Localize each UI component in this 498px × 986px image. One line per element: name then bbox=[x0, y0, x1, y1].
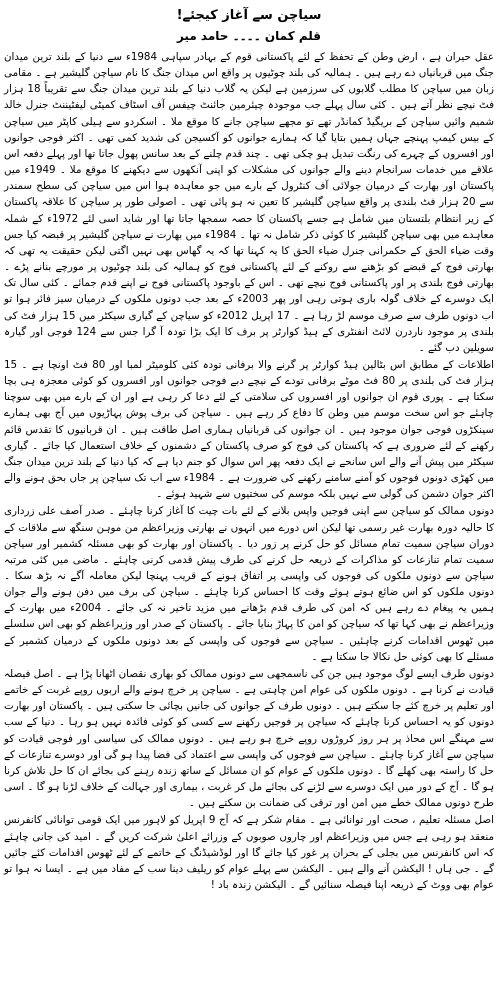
article-byline: قلم کمان ۔۔۔۔ حامد میر bbox=[176, 29, 322, 43]
article-headline: سیاچن سے آغاز کیجئے! bbox=[176, 8, 322, 23]
paragraph-5: اصل مسئلہ تعلیم ، صحت اور توانائی ہے ۔ مقام شکر ہے کہ آج 9 اپریل کو لاہور میں ایک قومی توانائی کانفرنس منعقد ہو رہی ہے جس میں وزیراعظم اور چاروں صوبوں کے وزرائے اعلیٰ شرکت کریں گے ۔ امید کی جانی چاہئے کہ اس کانفرنس میں بجلی کے بحران پر غور کیا جائے گا اور لوڈشیڈنگ کے خاتمے کے لئے ٹھوس اقدامات کئے جائیں گے ۔ جی ہاں ! الیکشن آنے والے ہیں ۔ الیکشن سے پہلے عوام کو ریلیف دینا سب کے مفاد میں ہے ۔ ایسا نہ ہوا تو عوام بھی ووٹ کے ذریعہ اپنا فیصلہ سنائیں گے ۔ الیکشن زندہ باد ! bbox=[4, 814, 494, 891]
paragraph-3: دونوں ممالک کو سیاچن سے اپنی فوجیں واپس بلانے کے لئے بات چیت کا آغاز کرنا چاہئے ۔ صدر آصف علی زرداری کا حالیہ دورہ بھارت غیر رسمی تھا لیکن اس دورے میں انہوں نے بھارتی وزیراعظم من موہن سنگھ سے ملاقات کے دوران سیاچن سمیت تمام مسائل کو حل کرنے پر زور دیا ۔ پاکستان اور بھارت کو بھی مسئلہ کشمیر اور سیاچن سمیت تمام تنازعات کو مذاکرات کے ذریعہ حل کرنے کی طرف پیش قدمی کرنی چاہئے ۔ ماضی میں کئی مرتبہ سیاچن سے دونوں ملکوں کی فوجوں کی واپسی پر اتفاق ہونے کے قریب پہنچا لیکن معاملہ آگے نہ بڑھ سکا ۔ دونوں ملکوں کو اس ضائع ہوتے ہوئے وقت کا احساس کرنا چاہئے ۔ سیاچن کی برف میں دفن ہونے والے جوان ہمیں یہ پیغام دے رہے ہیں کہ امن کی طرف قدم بڑھانے میں مزید تاخیر نہ کی جائے ۔ 2004ء میں بھارت کے وزیراعظم نے بھی کہا تھا کہ سیاچن کو امن کا پہاڑ بنایا جائے ۔ پاکستان کے صدر اور وزیراعظم کو بھی اس سلسلے میں ٹھوس اقدامات کرنے چاہئیں ۔ سیاچن سے فوجوں کی واپسی کے بعد دونوں ملکوں کے درمیان کشمیر کے مسئلے کا بھی کوئی حل نکالا جا سکتا ہے ۔ bbox=[4, 505, 494, 663]
paragraph-1: عقل حیران ہے ، ارض وطن کے تحفظ کے لئے پاکستانی قوم کے بہادر سپاہی 1984ء سے دنیا کے بلند ترین میدان جنگ میں قربانیاں دے رہے ہیں ۔ ہمالیہ کی بلند چوٹیوں پر واقع اس میدان جنگ کا نام سیاچن گلیشیر ہے ۔ مقامی زبان میں سیاچن کا مطلب گلابوں کی سرزمین ہے لیکن یہ گلاب دنیا کے بلند ترین میدان جنگ سے تقریباً 18 ہزار فٹ نیچے نظر آتے ہیں ۔ کئی سال پہلے جب موجودہ چیئرمین جائنٹ چیفس آف اسٹاف کمیٹی لیفٹیننٹ جنرل خالد شمیم وائیں سیاچن کے بریگیڈ کمانڈر تھے تو مجھے سیاچن جانے کا موقع ملا ۔ اسکردو سے ہیلی کاپٹر میں سیاچن کے بیس کیمپ پہنچے جہاں ہمیں بتایا گیا کہ ہمارے جوانوں کو آکسیجن کی شدید کمی تھی ۔ اکثر فوجی جوانوں اور افسروں کے چہرے کی رنگت تبدیل ہو چکی تھی ۔ چند قدم چلنے کے بعد سانس پھول جاتا تھا اور پہلے دفعہ اس علاقے میں خدمات سرانجام دینے والے جوانوں کی مشکلات کو اپنی آنکھوں سے دیکھنے کا موقع ملا ۔ 1949ء میں پاکستان اور بھارت کے درمیان جولائی آف کنٹرول کے بارے میں جو معاہدہ ہوا اس میں سیاچن کی سطح سمندر سے 20 ہزار فٹ بلندی پر واقع سیاچن گلیشیر کا تعین نہ ہو پائی تھی ۔ اصولی طور پر سیاچن کا علاقہ پاکستان کے زیر انتظام بلتستان میں شامل ہے جسے پاکستان کا حصہ سمجھا جاتا تھا اور شاید اسی لئے 1972ء کے شملہ معاہدے میں بھی سیاچن گلیشیر کا کوئی ذکر شامل نہ تھا ۔ 1984ء میں بھارت نے سیاچن گلیشیر پر قبضہ کیا جس وقت ضیاء الحق کے حکمرانی جنرل ضیاء الحق کا یہ کہنا تھا کہ یہ گھاس بھی نہیں اگتی لیکن حقیقت یہ تھی کہ بھارتی فوج کے قبضے کو بڑھنے سے روکنے کے لئے پاکستانی فوج کو ہمالیہ کی بلند چوٹیوں پر مورچے بنانے پڑے ۔ بھارتی فوج بلندی پر اور پاکستانی فوج نیچے تھی ۔ اس کے باوجود پاکستانی فوج نے اپنے قدم جمائے ۔ کئی سال تک ایک دوسرے کے خلاف گولہ باری ہوتی رہی اور پھر 2003ء کے بعد جب دونوں ملکوں کے درمیان سیز فائر ہوا تو اب دونوں طرف سے صرف موسم لڑ رہا ہے ۔ 17 اپریل 2012ء کو سیاچن کے گیاری سیکٹر میں 15 ہزار فٹ کی بلندی پر موجود ناردرن لائٹ انفنٹری کے ہیڈ کوارٹر پر برف کا ایک بڑا تودہ آ گرا جس سے 124 فوجی اور گیارہ سویلین دب گئے ۔ bbox=[4, 51, 495, 354]
article bbox=[4, 4, 494, 982]
paragraph-2: اطلاعات کے مطابق اس بٹالین ہیڈ کوارٹر پر گرنے والا برفانی تودہ کئی کلومیٹر لمبا اور 80 فٹ اونچا ہے ۔ 15 ہزار فٹ کی بلندی پر 80 فٹ موٹے برفانی تودے کے نیچے دبے فوجی جوانوں اور افسروں کو کوئی معجزہ ہی بچا سکتا ہے ۔ پوری قوم ان جوانوں اور افسروں کی سلامتی کے لئے دعا کر رہی ہے اور ان کے بارے میں بھی سوچنا چاہئے جو اس سخت موسم میں وطن کا دفاع کر رہے ہیں ۔ سیاچن کی برف پوش پہاڑیوں میں آج بھی ہمارے سینکڑوں فوجی جوان موجود ہیں ۔ ان جوانوں کی قربانیاں ہماری اصل طاقت ہیں ۔ ان قربانیوں کا تقدس قائم رکھنے کے لئے ضروری ہے کہ پاکستان کی فوج کو صرف پاکستان کے دشمنوں کے خلاف استعمال کیا جائے ۔ گیاری سیکٹر میں پیش آنے والے اس سانحے نے ایک دفعہ پھر اس سوال کو جنم دیا ہے کہ کیا دنیا کے بلند ترین میدان جنگ میں کھڑی دونوں فوجوں کو آمنے سامنے رکھنے کی ضرورت ہے ۔ 1984ء سے اب تک سیاچن پر جاں بحق ہونے والے اکثر جوان دشمن کی گولی سے نہیں بلکہ موسم کی سختیوں سے شہید ہوئے ۔ bbox=[4, 358, 495, 501]
paragraph-4: دونوں طرف ایسے لوگ موجود ہیں جن کی ناسمجھی سے دونوں ممالک کو بھاری نقصان اٹھانا پڑا ہے ۔ اصل فیصلہ قیادت نے کرنا ہے ۔ دونوں ملکوں کی عوام امن چاہتی ہے ۔ سیاچن پر خرچ ہونے والے اربوں روپے غربت کے خاتمے اور تعلیم پر خرچ کئے جا سکتے ہیں ۔ دونوں طرف کے جوانوں کی جانیں بچائی جا سکتی ہیں ۔ پاکستان اور بھارت دونوں کو یہ احساس کرنا چاہئے کہ سیاچن پر فوجیں رکھنے سے کسی کو کوئی فائدہ نہیں ہو رہا ۔ دنیا کے سب سے مہنگے اس محاذ پر ہر روز کروڑوں روپے خرچ ہو رہے ہیں ۔ دونوں ممالک کی سیاسی اور فوجی قیادت کو سیاچن سے آغاز کرنا چاہئے ۔ سیاچن سے فوجوں کی واپسی سے اعتماد کی فضا پیدا ہو گی اور دوسرے تنازعات کے حل کا راستہ بھی کھلے گا ۔ دونوں ملکوں کے عوام کو ان مسائل کے ساتھ زندہ رہنے کی بجائے ان کا حل تلاش کرنا ہو گا ۔ آج کے دور میں ایک دوسرے سے لڑنے کی بجائے مل کر غربت ، بیماری اور جہالت کے خلاف لڑنا ہو گا ۔ اسی طرح دونوں ممالک خطے میں امن اور ترقی کی ضمانت بن سکتے ہیں ۔ bbox=[4, 667, 494, 810]
